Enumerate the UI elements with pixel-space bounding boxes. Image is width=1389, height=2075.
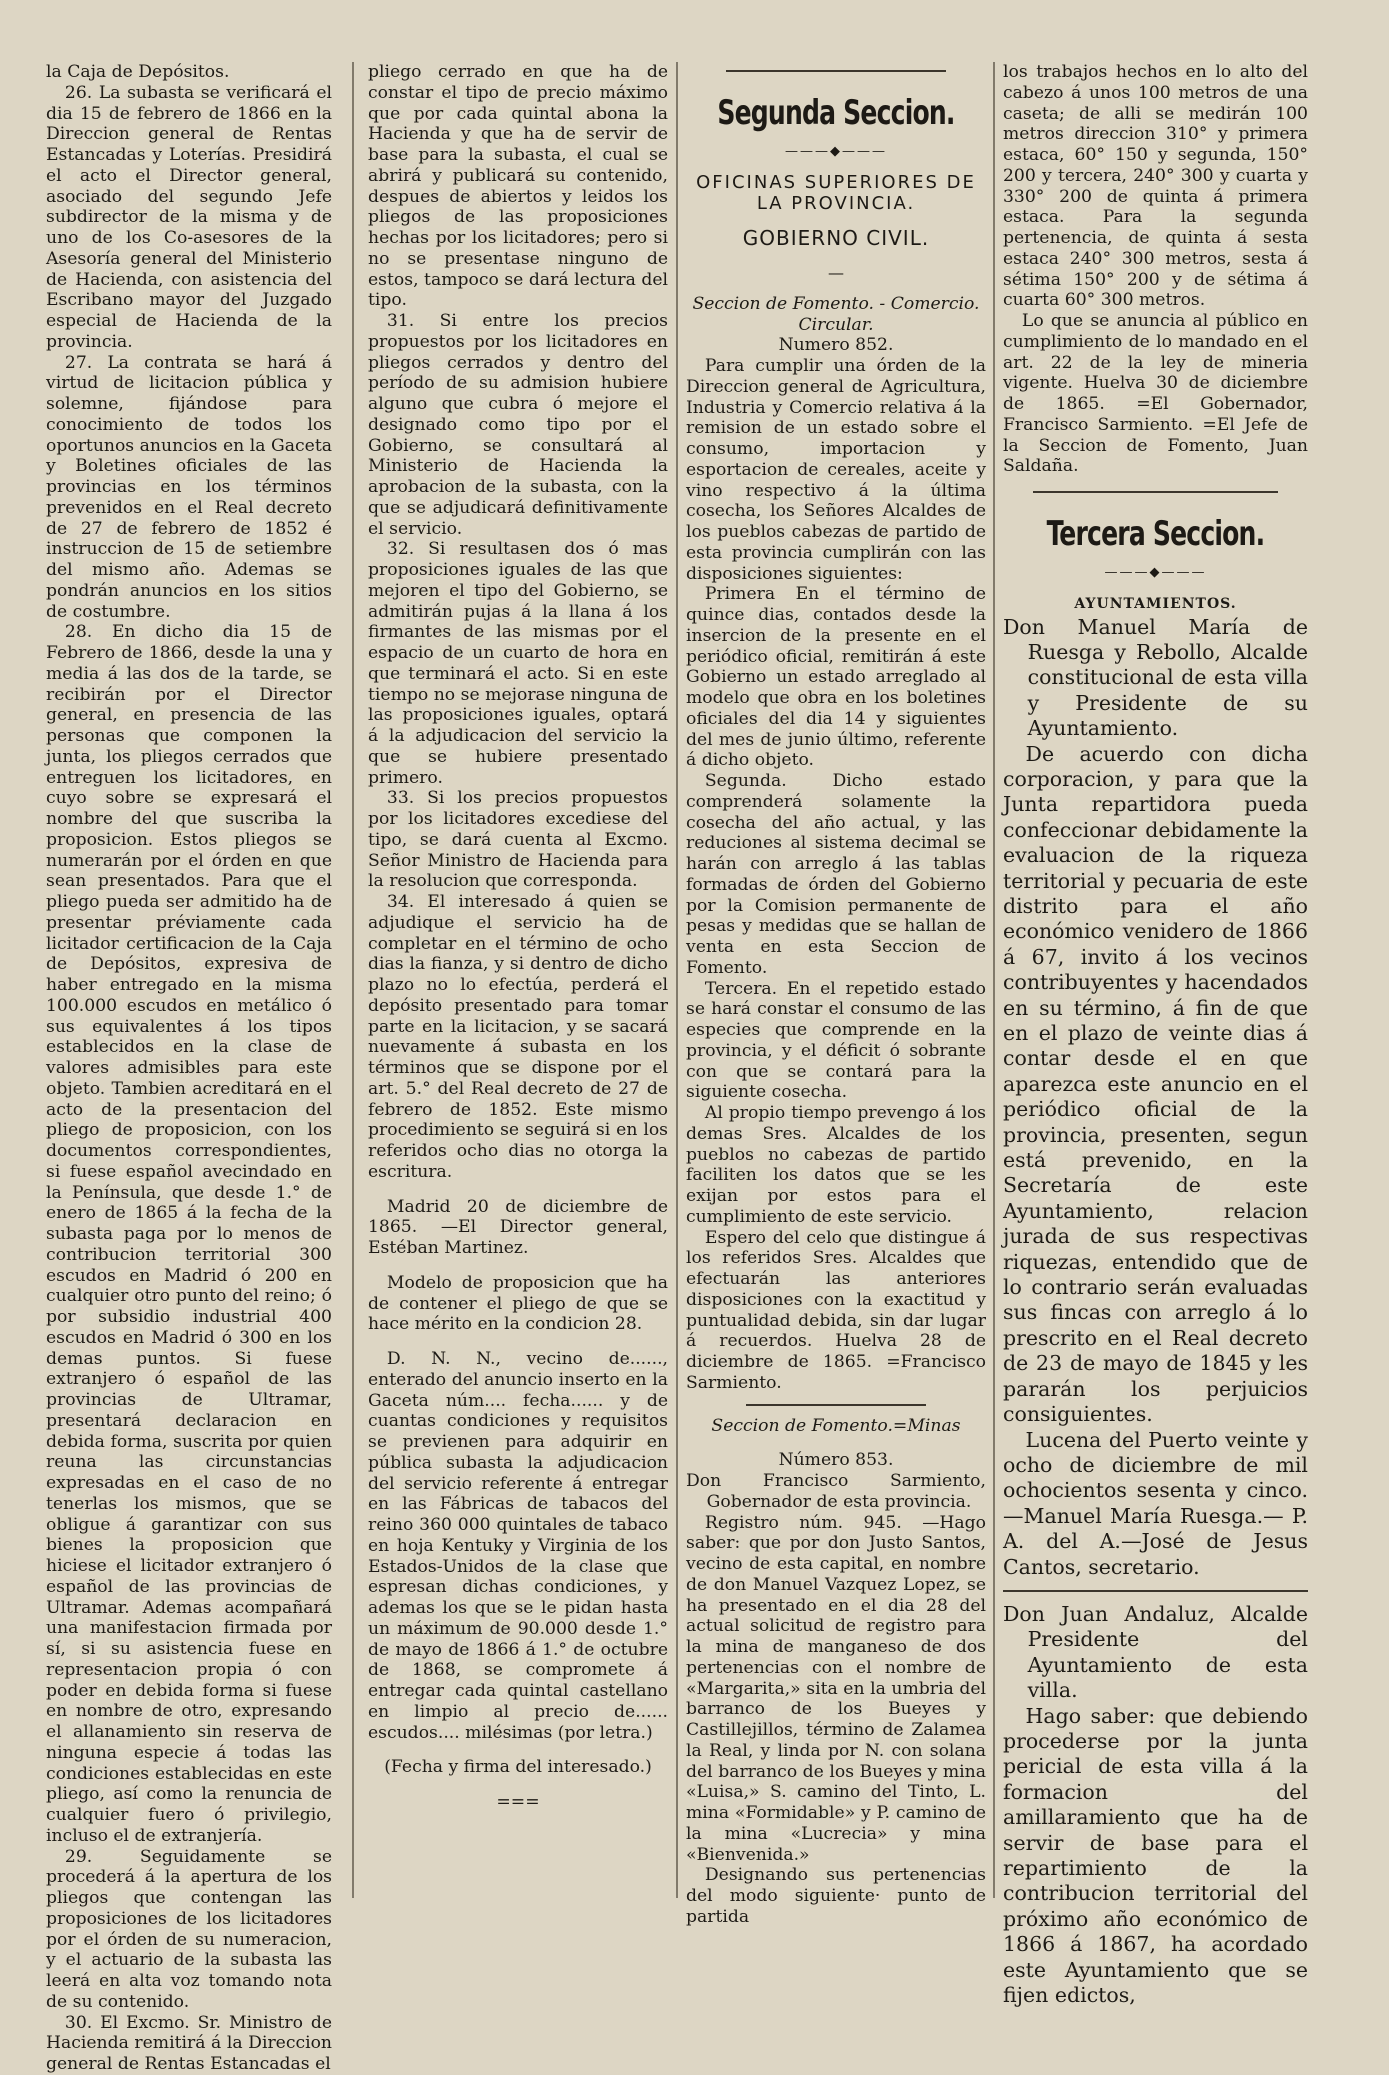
column-rule — [352, 62, 354, 1898]
ornament: ———◆——— — [785, 144, 887, 159]
paragraph: 27. La contrata se hará á virtud de licitacion pública y solemne, fijándose para conocimiento de todos los oportunos anuncios en la Gaceta y Boletines oficiales de las provincias en los términos prevenidos en el Real decreto de 27 de febrero de 1852 é instruccion de 15 de setiembre del mismo año. Ademas se pondrán anuncios en los sitios de costumbre. — [46, 352, 332, 622]
circular-number: Numero 852. — [778, 335, 894, 356]
ornament: — — [828, 263, 844, 282]
paragraph: Registro núm. 945. —Hago saber: que por don Justo Santos, vecino de esta capital, en nombre de don Manuel Vazquez Lopez, se ha presentado en el dia 28 del actual solicitud de registro para la mina de manganeso de dos pertenencias con el nombre de «Margarita,» sita en la umbria del barranco de los Bueyes y Castillejillos, término de Zalamea la Real, y linda por N. con solana del barranco de los Bueyes y mina «Luisa,» S. camino del Tinto, L. mina «Formidable» y P. camino de la mina «Lucrecia» y mina «Bienvenida.» — [686, 1512, 986, 1865]
paragraph: Para cumplir una órden de la Direccion general de Agricultura, Industria y Comercio relativa á la remision de un estado sobre el consumo, importacion y esportacion de cereales, aceite y vino respectivo á la última cosecha, los Señores Alcaldes de los pueblos cabezas de partido de esta provincia cumplirán con las disposiciones siguientes: — [686, 356, 986, 584]
column-rule — [993, 62, 995, 1898]
column-4 — [1003, 62, 1308, 2008]
paragraph: 26. La subasta se verificará el dia 15 de febrero de 1866 en la Direccion general de Rentas Estancadas y Loterías. Presidirá el acto el Director general, asociado del segundo Jefe subdirector de la misma y de uno de los Co-asesores de la Asesoría general del Ministerio de Hacienda, con asistencia del Escribano mayor del Juzgado especial de Hacienda de la provincia. — [46, 82, 332, 352]
paragraph: pliego cerrado en que ha de constar el tipo de precio máximo que por cada quintal abona la Hacienda y que ha de servir de base para la subasta, el cual se abrirá y publicará su contenido, despues de abiertos y leidos los pliegos de las proposiciones hechas por los licitadores; pero si no se presentase ninguno de estos, tampoco se dará lectura del tipo. — [368, 62, 668, 311]
paragraph: Segunda. Dicho estado comprenderá solamente la cosecha del año actual, y las reduciones al sistema decimal se harán con arreglo á las tablas formadas de órden del Gobierno por la Comision permanente de pesas y medidas que se hallan de venta en esta Seccion de Fomento. — [686, 771, 986, 978]
divider — [726, 70, 946, 72]
paragraph: Tercera. En el repetido estado se hará constar el consumo de las especies que comprende en la provincia, y el déficit ó sobrante con que se contará para la siguiente cosecha. — [686, 978, 986, 1103]
paragraph: Hago saber: que debiendo procederse por la junta pericial de esta villa á la formacion del amillaramiento que ha de servir de base para el repartimiento de la contribucion territorial del próximo año económico de 1866 á 1867, ha acordado este Ayuntamiento que se fijen edictos, — [1003, 1703, 1308, 2008]
paragraph: 34. El interesado á quien se adjudique el servicio ha de completar en el término de ocho dias la fianza, y si dentro de dicho plazo no lo efectúa, perderá el depósito presentado para tomar parte en la licitacion, y se sacará nuevamente á subasta en los términos que se dispone por el art. 5.° del Real decreto de 27 de febrero de 1852. Este mismo procedimiento se seguirá si en los referidos ocho dias no otorga la escritura. — [368, 892, 668, 1182]
signature-line: (Fecha y firma del interesado.) — [384, 1757, 652, 1778]
column-rule — [676, 62, 678, 1898]
subsection: Seccion de Fomento.=Minas — [711, 1415, 961, 1436]
divider — [1033, 491, 1278, 493]
paragraph: Designando sus pertenencias del modo siguiente· punto de partida — [686, 1865, 986, 1927]
decree-date: Madrid 20 de diciembre de 1865. —El Director general, Estéban Martinez. — [368, 1196, 668, 1258]
section-title: Tercera Seccion. — [1046, 514, 1265, 554]
paragraph: Primera En el término de quince dias, contados desde la insercion de la presente en el periódico oficial, remitirán á este Gobierno un estado arreglado al modelo que obra en los boletines oficiales del dia 14 y siguientes del mes de junio último, referente á dicho objeto. — [686, 584, 986, 771]
paragraph: la Caja de Depósitos. — [46, 62, 230, 82]
paragraph: Espero del celo que distingue á los referidos Sres. Alcaldes que efectuarán las anteriores disposiciones con la exactitud y puntualidad debida, sin dar lugar á recuerdos. Huelva 28 de diciembre de 1865. =Francisco Sarmiento. — [686, 1227, 986, 1393]
offices-heading: OFICINAS SUPERIORES DE LA PROVINCIA. — [696, 171, 976, 214]
mayor-heading: Don Juan Andaluz, Alcalde Presidente del Ayuntamiento de esta villa. — [1003, 1601, 1308, 1703]
ayuntamientos-heading: AYUNTAMIENTOS. — [1074, 595, 1237, 612]
paragraph: Lucena del Puerto veinte y ocho de diciembre de mil ochocientos sesenta y cinco. —Manuel María Ruesga.— P. A. del A.—José de Jesus Cantos, secretario. — [1003, 1427, 1308, 1579]
ornament: ———◆——— — [1104, 565, 1207, 580]
section-title: Segunda Seccion. — [717, 93, 955, 133]
paragraph: De acuerdo con dicha corporacion, y para que la Junta repartidora pueda confeccionar debidamente la evaluacion de la riqueza territorial y pecuaria de este distrito para el año económico venidero de 1866 á 67, invito á los vecinos contribuyentes y hacendados en su término, á fin de que en el plazo de veinte dias á contar desde el en que aparezca este anuncio en el periódico oficial de la provincia, presenten, segun está prevenido, en la Secretaría de este Ayuntamiento, relacion jurada de sus respectivas riquezas, entendido que de lo contrario serán evaluadas sus fincas con arreglo á lo prescrito en el Real decreto de 23 de mayo de 1845 y les pararán los perjuicios consiguientes. — [1003, 741, 1308, 1427]
circular-number: Número 853. — [778, 1450, 894, 1471]
column-1 — [46, 62, 332, 2074]
column-3 — [686, 62, 986, 1927]
paragraph: 32. Si resultasen dos ó mas proposiciones iguales de las que mejoren el tipo del Gobierno, se admitirán pujas á la llana á los firmantes de las mismas por el espacio de un cuarto de hora en que terminará el acto. Si en este tiempo no se mejorase ninguna de las proposiciones iguales, optará á la adjudicacion del servicio la que se hubiere presentado primero. — [368, 539, 668, 788]
end-mark: === — [496, 1792, 540, 1812]
subsection: Seccion de Fomento. - Comercio. Circular. — [692, 293, 980, 335]
paragraph: los trabajos hechos en lo alto del cabezo á unos 100 metros de una caseta; de alli se medirán 100 metros direccion 310° y primera estaca, 60° 150 y segunda, 150° 200 y tercera, 240° 300 y cuarta y 330° 200 de quinta á primera estaca. Para la segunda pertenencia, de quinta á sesta estaca 240° 300 metros, sesta á sétima 150° 200 y de sétima á cuarta 60° 300 metros. — [1003, 62, 1308, 311]
paragraph: Lo que se anuncia al público en cumplimiento de lo mandado en el art. 22 de la ley de mineria vigente. Huelva 30 de diciembre de 1865. =El Gobernador, Francisco Sarmiento. =El Jefe de la Seccion de Fomento, Juan Saldaña. — [1003, 311, 1308, 477]
paragraph: 33. Si los precios propuestos por los licitadores excediese del tipo, se dará cuenta al Excmo. Señor Ministro de Hacienda para la resolucion que corresponda. — [368, 788, 668, 892]
model-title: Modelo de proposicion que ha de contener el pliego de que se hace mérito en la condicion 28. — [368, 1272, 668, 1335]
divider — [1003, 1590, 1308, 1592]
paragraph: Al propio tiempo prevengo á los demas Sres. Alcaldes de los pueblos no cabezas de partido faciliten los datos que se les exijan por estos para el cumplimiento de este servicio. — [686, 1103, 986, 1227]
paragraph: 31. Si entre los precios propuestos por los licitadores en pliegos cerrados y dentro del período de su admision hubiere alguno que cubra ó mejore el designado como tipo por el Gobierno, se consultará al Ministerio de Hacienda la aprobacion de la subasta, con la que se adjudicará definitivamente el servicio. — [368, 311, 668, 539]
model-text: D. N. N., vecino de......, enterado del anuncio inserto en la Gaceta núm.... fecha...... y de cuantas condiciones y requisitos se previenen para adquirir en pública subasta la adjudicacion del servicio referente á entregar en las Fábricas de tabacos del reino 360 000 quintales de tabaco en hoja Kentuky y Virginia de los Estados-Unidos de la clase que espresan dichas condiciones, y ademas los que se le pidan hasta un máximum de 90.000 desde 1.° de mayo de 1866 á 1.° de octubre de 1868, se compromete á entregar cada quintal castellano en limpio al precio de...... escudos.... milésimas (por letra.) — [368, 1349, 668, 1743]
governor-heading: Don Francisco Sarmiento, Gobernador de esta provincia. — [686, 1471, 986, 1512]
paragraph: 29. Seguidamente se procederá á la apertura de los pliegos que contengan las proposiciones de los licitadores por el órden de su numeracion, y el actuario de la subasta las leerá en alta voz tomando nota de su contenido. — [46, 1846, 332, 2012]
paragraph: 30. El Excmo. Sr. Ministro de Hacienda remitirá á la Direccion general de Rentas Estancadas el — [46, 2012, 332, 2074]
paragraph: 28. En dicho dia 15 de Febrero de 1866, desde la una y media á las dos de la tarde, se recibirán por el Director general, en presencia de las personas que componen la junta, los pliegos cerrados que entreguen los licitadores, en cuyo sobre se expresará el nombre del que suscriba la proposicion. Estos pliegos se numerarán por el órden en que sean presentados. Para que el pliego pueda ser admitido ha de presentar préviamente cada licitador certificacion de la Caja de Depósitos, expresiva de haber entregado en la misma 100.000 escudos en metálico ó sus equivalentes á los tipos establecidos en la clase de valores admisibles para este objeto. Tambien acreditará en el acto de la presentacion del pliego de proposicion, con los documentos correspondientes, si fuese español avecindado en la Península, que desde 1.° de enero de 1865 á la fecha de la subasta paga por lo menos de contribucion territorial 300 escudos en Madrid ó 200 en cualquier otro punto del reino; ó por subsidio industrial 400 escudos en Madrid ó 300 en los demas puntos. Si fuese extranjero ó español de las provincias de Ultramar, presentará declaracion en debida forma, suscrita por quien reuna las circunstancias expresadas en el caso de no tenerlas los mismos, que se obligue á garantizar con sus bienes la proposicion que hiciese el licitador extranjero ó español de las provincias de Ultramar. Ademas acompañará una manifestacion firmada por sí, si su asistencia fuese en representacion propia ó con poder en debida forma si fuese en nombre de otro, expresando el allanamiento sin reserva de ninguna especie á todas las condiciones establecidas en este pliego, así como la renuncia de cualquier fuero ó privilegio, incluso el de extranjería. — [46, 622, 332, 1846]
gov-heading: GOBIERNO CIVIL. — [742, 226, 930, 251]
divider — [746, 1404, 926, 1406]
column-2 — [368, 62, 668, 1902]
mayor-heading: Don Manuel María de Ruesga y Rebollo, Alcalde constitucional de esta villa y Presidente de su Ayuntamiento. — [1003, 614, 1308, 741]
